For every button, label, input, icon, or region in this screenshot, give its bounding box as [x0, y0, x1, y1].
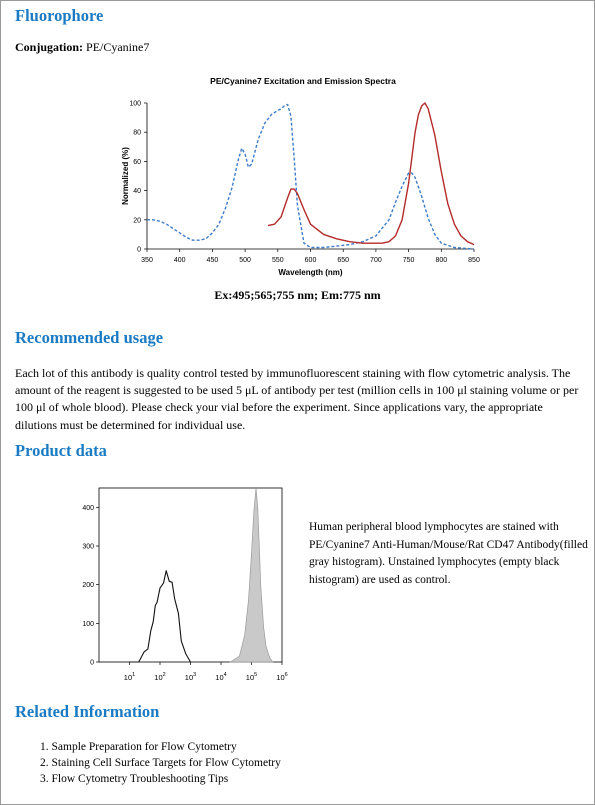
- x-tick-label: 850: [468, 257, 480, 264]
- recommended-usage-heading: Recommended usage: [15, 328, 164, 347]
- related-link-troubleshooting[interactable]: 3. Flow Cytometry Troubleshooting Tips: [40, 773, 229, 786]
- spectra-chart: [118, 72, 488, 282]
- excitation-series-line: [147, 105, 474, 250]
- recommended-usage-text: Each lot of this antibody is quality control tested by immunofluorescent staining with flow cytometric analysis. The amount of the reagent is suggested to be used 5 μL of antibody per test (million cells in 100 μl staining volume or per 100 μl of whole blood). Please check your vial before the experiment. Since applications vary, the appropriate dilutions must be determined for individual use.: [15, 366, 579, 432]
- x-tick-label: 550: [271, 257, 284, 264]
- x-tick-label: 650: [337, 257, 350, 264]
- x-tick-label: 600: [304, 257, 317, 264]
- y-tick-label: 80: [133, 129, 141, 137]
- flow-histogram-plot: [60, 480, 300, 695]
- spectra-plot: [118, 72, 488, 282]
- x-tick-label: $10^2$: [154, 672, 166, 682]
- spectra-chart-title: PE/Cyanine7 Excitation and Emission Spectra: [210, 76, 396, 86]
- y-tick-label: 0: [137, 246, 141, 254]
- related-link-staining-cell-surface[interactable]: 2. Staining Cell Surface Targets for Flow Cytometry: [40, 757, 281, 770]
- y-tick-label: 40: [133, 188, 141, 196]
- y-tick-label: 200: [82, 582, 94, 590]
- stained-histogram: [230, 488, 273, 662]
- product-data-heading: Product data: [15, 441, 107, 460]
- y-tick-label: 60: [133, 158, 141, 166]
- conjugation-line: [15, 39, 149, 56]
- x-tick-label: $10^3$: [184, 672, 197, 682]
- x-tick-label: 750: [402, 257, 415, 264]
- related-information-list: [40, 739, 281, 788]
- x-tick-label: $10^4$: [215, 672, 227, 682]
- related-information-heading: Related Information: [15, 702, 160, 721]
- x-tick-label: 500: [239, 257, 251, 264]
- x-tick-label: 350: [141, 257, 153, 264]
- flow-histogram: [60, 480, 300, 695]
- x-tick-label: $10^5$: [245, 672, 258, 682]
- y-tick-label: 400: [82, 504, 94, 512]
- fluorophore-heading: Fluorophore: [15, 6, 104, 25]
- x-tick-label: 450: [206, 257, 219, 264]
- conjugation-value: PE/Cyanine7: [86, 40, 150, 54]
- x-tick-label: 700: [370, 257, 382, 264]
- x-tick-label: $10^1$: [123, 672, 136, 682]
- y-tick-label: 100: [82, 620, 94, 628]
- emission-series-line: [268, 103, 474, 245]
- x-tick-label: 400: [173, 257, 186, 264]
- product-data-description: Human peripheral blood lymphocytes are stained with PE/Cyanine7 Anti-Human/Mouse/Rat CD47 Antibody(filled gray histogram). Unstained lymphocytes (empty black histogram) are used as control.: [309, 521, 588, 586]
- y-axis-label: Normalized (%): [121, 147, 130, 205]
- excitation-emission-text: Ex:495;565;755 nm; Em:775 nm: [214, 288, 381, 302]
- y-tick-label: 300: [82, 543, 94, 551]
- y-tick-label: 0: [90, 659, 94, 667]
- control-histogram: [130, 571, 191, 662]
- x-tick-label: 800: [435, 257, 448, 264]
- y-tick-label: 20: [133, 217, 141, 225]
- related-link-sample-preparation[interactable]: 1. Sample Preparation for Flow Cytometry: [40, 741, 237, 753]
- x-axis-label: Wavelength (nm): [278, 268, 343, 277]
- y-tick-label: 100: [129, 100, 141, 108]
- conjugation-label: Conjugation:: [15, 40, 84, 54]
- x-tick-label: $10^6$: [276, 672, 288, 682]
